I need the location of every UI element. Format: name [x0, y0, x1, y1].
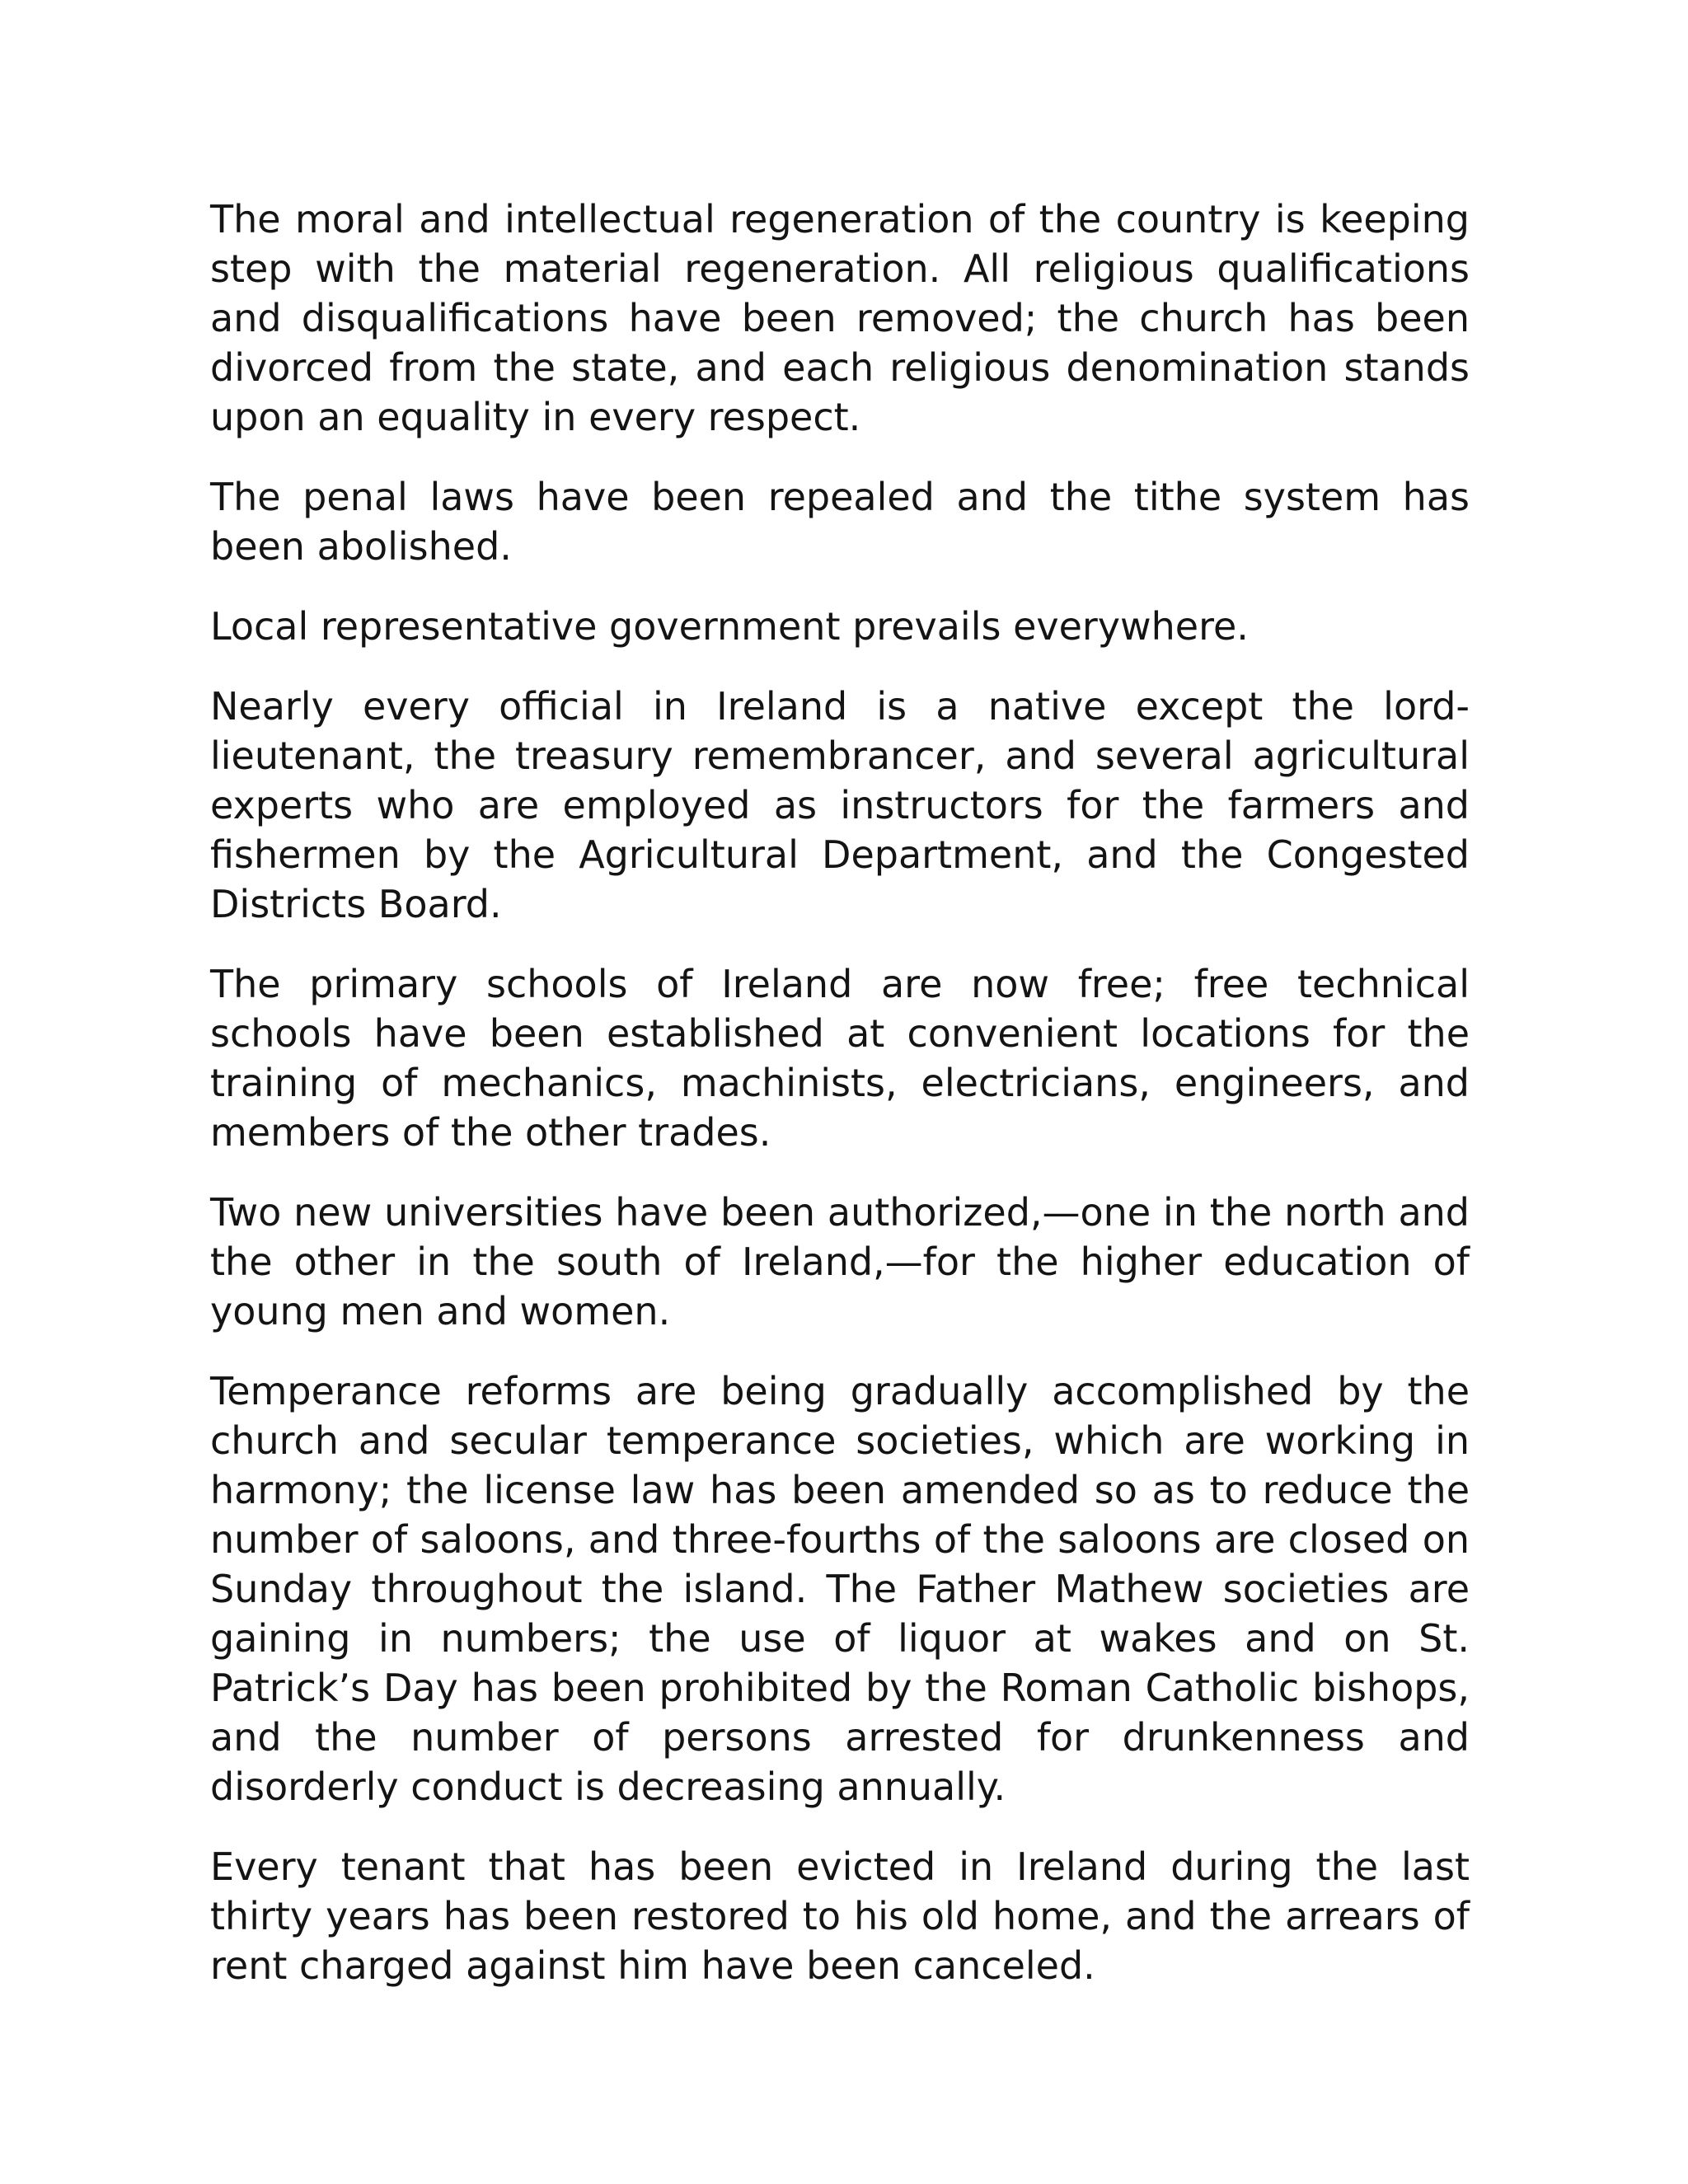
paragraph-local-government: Local representative government prevails everywhere. — [210, 604, 1249, 649]
paragraph-penal-laws: The penal laws have been repealed and the tithe system has been abolished. — [210, 475, 1470, 569]
paragraph-regeneration: The moral and intellectual regeneration of the country is keeping step with the material regeneration. All religious qualifications and disqualifications have been removed; the church has been divorced from the state, and each religious denomination stands upon an equality in every respect. — [210, 197, 1470, 439]
paragraph-temperance: Temperance reforms are being gradually accomplished by the church and secular temperance societies, which are working in harmony; the license law has been amended so as to reduce the number of saloons, and three-fourths of the saloons are closed on Sunday throughout the island. The Father Mathew societies are gaining in numbers; the use of liquor at wakes and on St. Patrick’s Day has been prohibited by the Roman Catholic bishops, and the number of persons arrested for drunkenness and disorderly conduct is decreasing annually. — [210, 1369, 1470, 1809]
paragraph-schools: The primary schools of Ireland are now free; free technical schools have been established at convenient locations for the training of mechanics, machinists, electricians, engineers, and members of the other trades. — [210, 962, 1470, 1155]
body-text — [210, 194, 1470, 1990]
paragraph-universities: Two new universities have been authorized,—one in the north and the other in the south of Ireland,—for the higher education of young men and women. — [210, 1190, 1470, 1333]
paragraph-evicted-tenants: Every tenant that has been evicted in Ireland during the last thirty years has been restored to his old home, and the arrears of rent charged against him have been canceled. — [210, 1844, 1470, 1988]
paragraph-officials: Nearly every official in Ireland is a native except the lord-lieutenant, the treasury remembrancer, and several agricultural experts who are employed as instructors for the farmers and fishermen by the Agricultural Department, and the Congested Districts Board. — [210, 684, 1470, 926]
